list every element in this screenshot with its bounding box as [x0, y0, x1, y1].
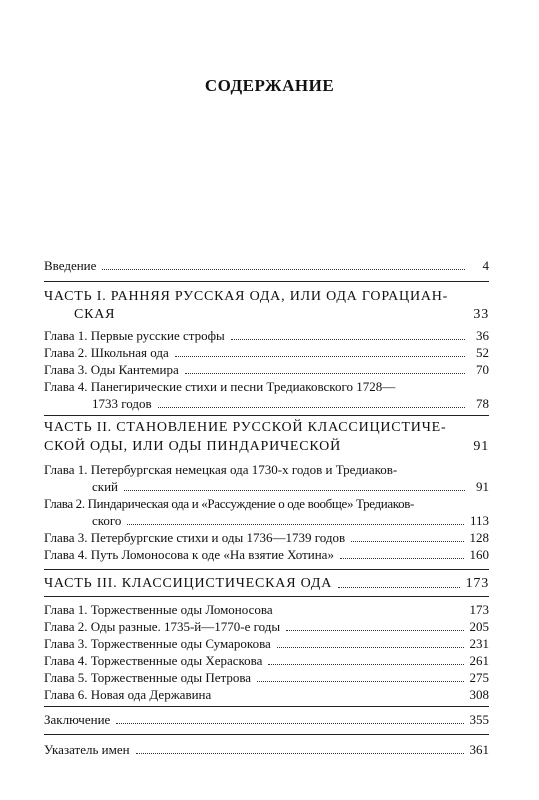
dot-leader — [124, 490, 465, 491]
toc-part-2[interactable] — [44, 437, 489, 455]
entry-label: ский — [92, 479, 118, 494]
page-number: 36 — [476, 328, 489, 343]
entry-label: Глава 2. Школьная ода — [44, 345, 169, 360]
toc-chapter-2-1[interactable] — [92, 477, 489, 495]
page-number: 78 — [476, 396, 489, 411]
page-number: 70 — [476, 362, 489, 377]
dot-leader — [277, 647, 464, 648]
dot-leader — [102, 269, 465, 270]
toc-part-2-heading[interactable]: ЧАСТЬ II. СТАНОВЛЕНИЕ РУССКОЙ КЛАССИЦИСТИЧЕ- — [44, 420, 447, 435]
entry-label: Глава 6. Новая ода Державина — [44, 687, 212, 702]
dot-leader — [268, 664, 463, 665]
toc-chapter-1-4-line1[interactable]: Глава 4. Панегирические стихи и песни Тредиаковского 1728— — [44, 379, 396, 394]
page-number: 33 — [473, 307, 489, 322]
page-number: 275 — [469, 670, 489, 685]
toc-chapter-2-1-line1[interactable]: Глава 1. Петербургская немецкая ода 1730-х годов и Тредиаков- — [44, 462, 398, 477]
toc-entry-index[interactable] — [44, 740, 489, 758]
toc-entry-conclusion[interactable] — [44, 710, 489, 728]
toc-chapter-2-4[interactable] — [44, 545, 489, 563]
toc-chapter-3-3[interactable] — [44, 634, 489, 652]
entry-label: Заключение — [44, 712, 111, 727]
divider — [44, 569, 489, 570]
dot-leader — [338, 587, 459, 588]
toc-chapter-3-2[interactable] — [44, 617, 489, 635]
dot-leader — [175, 356, 465, 357]
toc-chapter-2-3[interactable] — [44, 528, 489, 546]
dot-leader — [127, 524, 464, 525]
dot-leader — [231, 339, 465, 340]
dot-leader — [286, 630, 463, 631]
entry-label: Глава 5. Торжественные оды Петрова — [44, 670, 252, 685]
entry-label: ЧАСТЬ III. КЛАССИЦИСТИЧЕСКАЯ ОДА — [44, 576, 333, 591]
entry-label: Указатель имен — [44, 742, 130, 757]
page-number: 128 — [469, 530, 489, 545]
toc-chapter-2-2-line1[interactable]: Глава 2. Пиндарическая ода и «Рассуждение о оде вообще» Тредиаков- — [44, 496, 415, 511]
page-number: 205 — [469, 619, 489, 634]
toc-part-3[interactable] — [44, 574, 489, 592]
page-number: 91 — [476, 479, 489, 494]
page-number: 113 — [469, 513, 489, 528]
divider — [44, 706, 489, 707]
page-number: 231 — [469, 636, 489, 651]
toc-chapter-3-1[interactable] — [44, 600, 489, 618]
entry-label: Глава 4. Торжественные оды Хераскова — [44, 653, 263, 668]
toc-part-1-heading[interactable]: ЧАСТЬ I. РАННЯЯ РУССКАЯ ОДА, ИЛИ ОДА ГОРАЦИАН- — [44, 289, 449, 304]
divider — [44, 596, 489, 597]
entry-label: Глава 1. Первые русские строфы — [44, 328, 225, 343]
page-number: 355 — [469, 712, 489, 727]
entry-label: Введение — [44, 258, 97, 273]
page-number: 173 — [465, 576, 489, 591]
entry-label: СКАЯ — [74, 307, 116, 322]
page-number: 308 — [469, 687, 489, 702]
toc-chapter-3-4[interactable] — [44, 651, 489, 669]
page-number: 91 — [473, 439, 489, 454]
dot-leader — [340, 558, 464, 559]
page-number: 52 — [476, 345, 489, 360]
entry-label: Глава 2. Оды разные. 1735-й—1770-е годы — [44, 619, 281, 634]
dot-leader — [257, 681, 463, 682]
entry-label: Глава 3. Оды Кантемира — [44, 362, 179, 377]
toc-chapter-1-4[interactable] — [92, 394, 489, 412]
entry-label: 1733 годов — [92, 396, 152, 411]
toc-chapter-3-5[interactable] — [44, 668, 489, 686]
entry-label: Глава 1. Торжественные оды Ломоносова — [44, 602, 273, 617]
entry-label: Глава 4. Путь Ломоносова к оде «На взятие Хотина» — [44, 547, 334, 562]
entry-label: ского — [92, 513, 122, 528]
page-number: 261 — [469, 653, 489, 668]
entry-label: Глава 3. Петербургские стихи и оды 1736—1739 годов — [44, 530, 346, 545]
page-number: 361 — [469, 742, 489, 757]
entry-label: СКОЙ ОДЫ, ИЛИ ОДЫ ПИНДАРИЧЕСКОЙ — [44, 439, 341, 454]
page-title: СОДЕРЖАНИЕ — [204, 76, 335, 95]
toc-chapter-3-6[interactable] — [44, 685, 489, 703]
toc-chapter-2-2[interactable] — [92, 511, 489, 529]
toc-chapter-1-3[interactable] — [44, 360, 489, 378]
dot-leader — [158, 407, 465, 408]
entry-label: Глава 3. Торжественные оды Сумарокова — [44, 636, 271, 651]
dot-leader — [351, 541, 463, 542]
toc-part-1[interactable] — [74, 305, 489, 323]
page-number: 173 — [469, 602, 489, 617]
divider — [44, 415, 489, 416]
toc-chapter-1-1[interactable] — [44, 326, 489, 344]
dot-leader — [185, 373, 465, 374]
dot-leader — [136, 753, 464, 754]
page-number: 160 — [469, 547, 489, 562]
page-number: 4 — [482, 258, 489, 273]
divider — [44, 734, 489, 735]
dot-leader — [116, 723, 463, 724]
toc-entry-intro[interactable] — [44, 256, 489, 274]
divider — [44, 281, 489, 282]
toc-chapter-1-2[interactable] — [44, 343, 489, 361]
